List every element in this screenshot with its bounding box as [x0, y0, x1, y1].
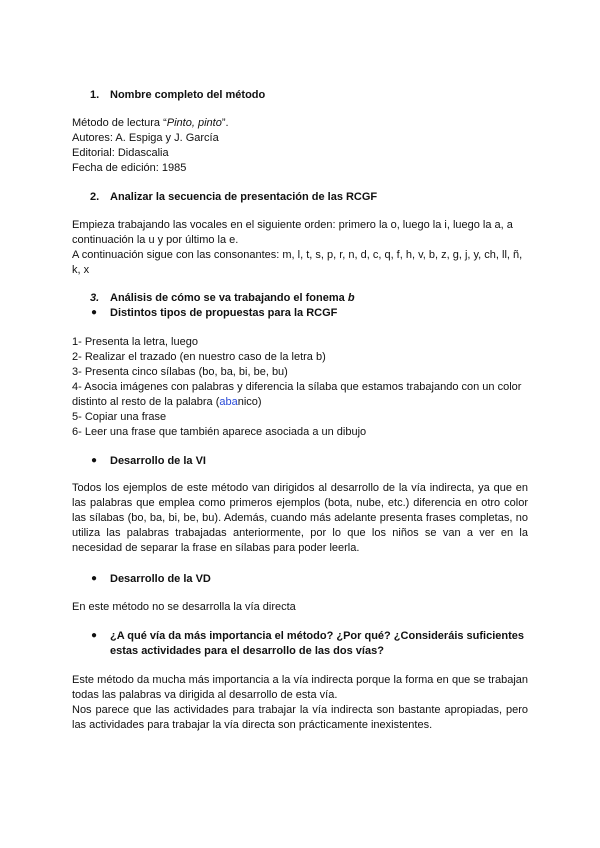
paragraph-line: continuación la u y por último la e. [72, 234, 239, 246]
bullet-icon: ● [91, 307, 98, 318]
authors: Autores: A. Espiga y J. García [72, 132, 219, 144]
section-title: Desarrollo de la VI [110, 455, 206, 467]
answer-paragraph-2: Nos parece que las actividades para trabajar la vía indirecta son bastante apropiadas, pero las actividades para trabajar la vía directa son prácticamente inexistentes. [72, 704, 528, 731]
bullet-icon: ● [91, 573, 98, 584]
list-item: 2- Realizar el trazado (en nuestro caso de la letra b) [72, 351, 326, 363]
vi-paragraph: Todos los ejemplos de este método van dirigidos al desarrollo de la vía indirecta, ya que en las palabras que emplea como primeros ejemplos (bota, nube, etc.) diferencia en otro color las sílabas (bo, ba, bi, be, bu). Además, cuando más adelante presenta frases completas, no utiliza las palabras trabajadas anteriormente, por lo que los niños se van a ver en la necesidad de separar la frase en sílabas para poder leerla. [72, 482, 528, 554]
section-title: Distintos tipos de propuestas para la RCGF [110, 307, 338, 319]
method-title: Pinto, pinto [166, 117, 222, 129]
list-item: 1- Presenta la letra, luego [72, 336, 198, 348]
list-item: 6- Leer una frase que también aparece asociada a un dibujo [72, 426, 367, 438]
answer-paragraph-1: Este método da mucha más importancia a la vía indirecta porque la forma en que se trabajan todas las palabras va dirigida al desarrollo de esta vía. [72, 674, 528, 701]
list-item-continuation: distinto al resto de la palabra (abanico) [72, 396, 262, 408]
question-line: ¿A qué vía da más importancia el método? ¿Por qué? ¿Consideráis suficientes [110, 630, 525, 642]
section-number: 1. [90, 89, 100, 101]
section-title: Nombre completo del método [110, 89, 266, 101]
edition-date: Fecha de edición: 1985 [72, 162, 187, 174]
section-title: Analizar la secuencia de presentación de las RCGF [110, 191, 378, 203]
bullet-icon: ● [91, 630, 98, 641]
highlighted-syllable: aba [219, 396, 238, 408]
publisher: Editorial: Didascalia [72, 147, 169, 159]
bullet-icon: ● [91, 455, 98, 466]
vd-paragraph: En este método no se desarrolla la vía directa [72, 601, 296, 613]
list-item: 3- Presenta cinco sílabas (bo, ba, bi, be, bu) [72, 366, 288, 378]
list-item: 5- Copiar una frase [72, 411, 167, 423]
paragraph-line: Empieza trabajando las vocales en el siguiente orden: primero la o, luego la i, luego la a, a [72, 219, 513, 231]
paragraph-line: k, x [72, 264, 90, 276]
paragraph-line: A continuación sigue con las consonantes: m, l, t, s, p, r, n, d, c, q, f, h, v, b, z, g, j, y, ch, ll, ñ, [72, 249, 523, 261]
section-title: Análisis de cómo se va trabajando el fonema b [110, 292, 355, 304]
method-name: Método de lectura “Pinto, pinto”. [72, 117, 229, 129]
section-number: 2. [90, 191, 100, 203]
section-title: Desarrollo de la VD [110, 573, 211, 585]
list-item: 4- Asocia imágenes con palabras y diferencia la sílaba que estamos trabajando con un color [72, 381, 522, 393]
section-number: 3. [90, 292, 100, 304]
question-line: estas actividades para el desarrollo de las dos vías? [110, 645, 384, 657]
